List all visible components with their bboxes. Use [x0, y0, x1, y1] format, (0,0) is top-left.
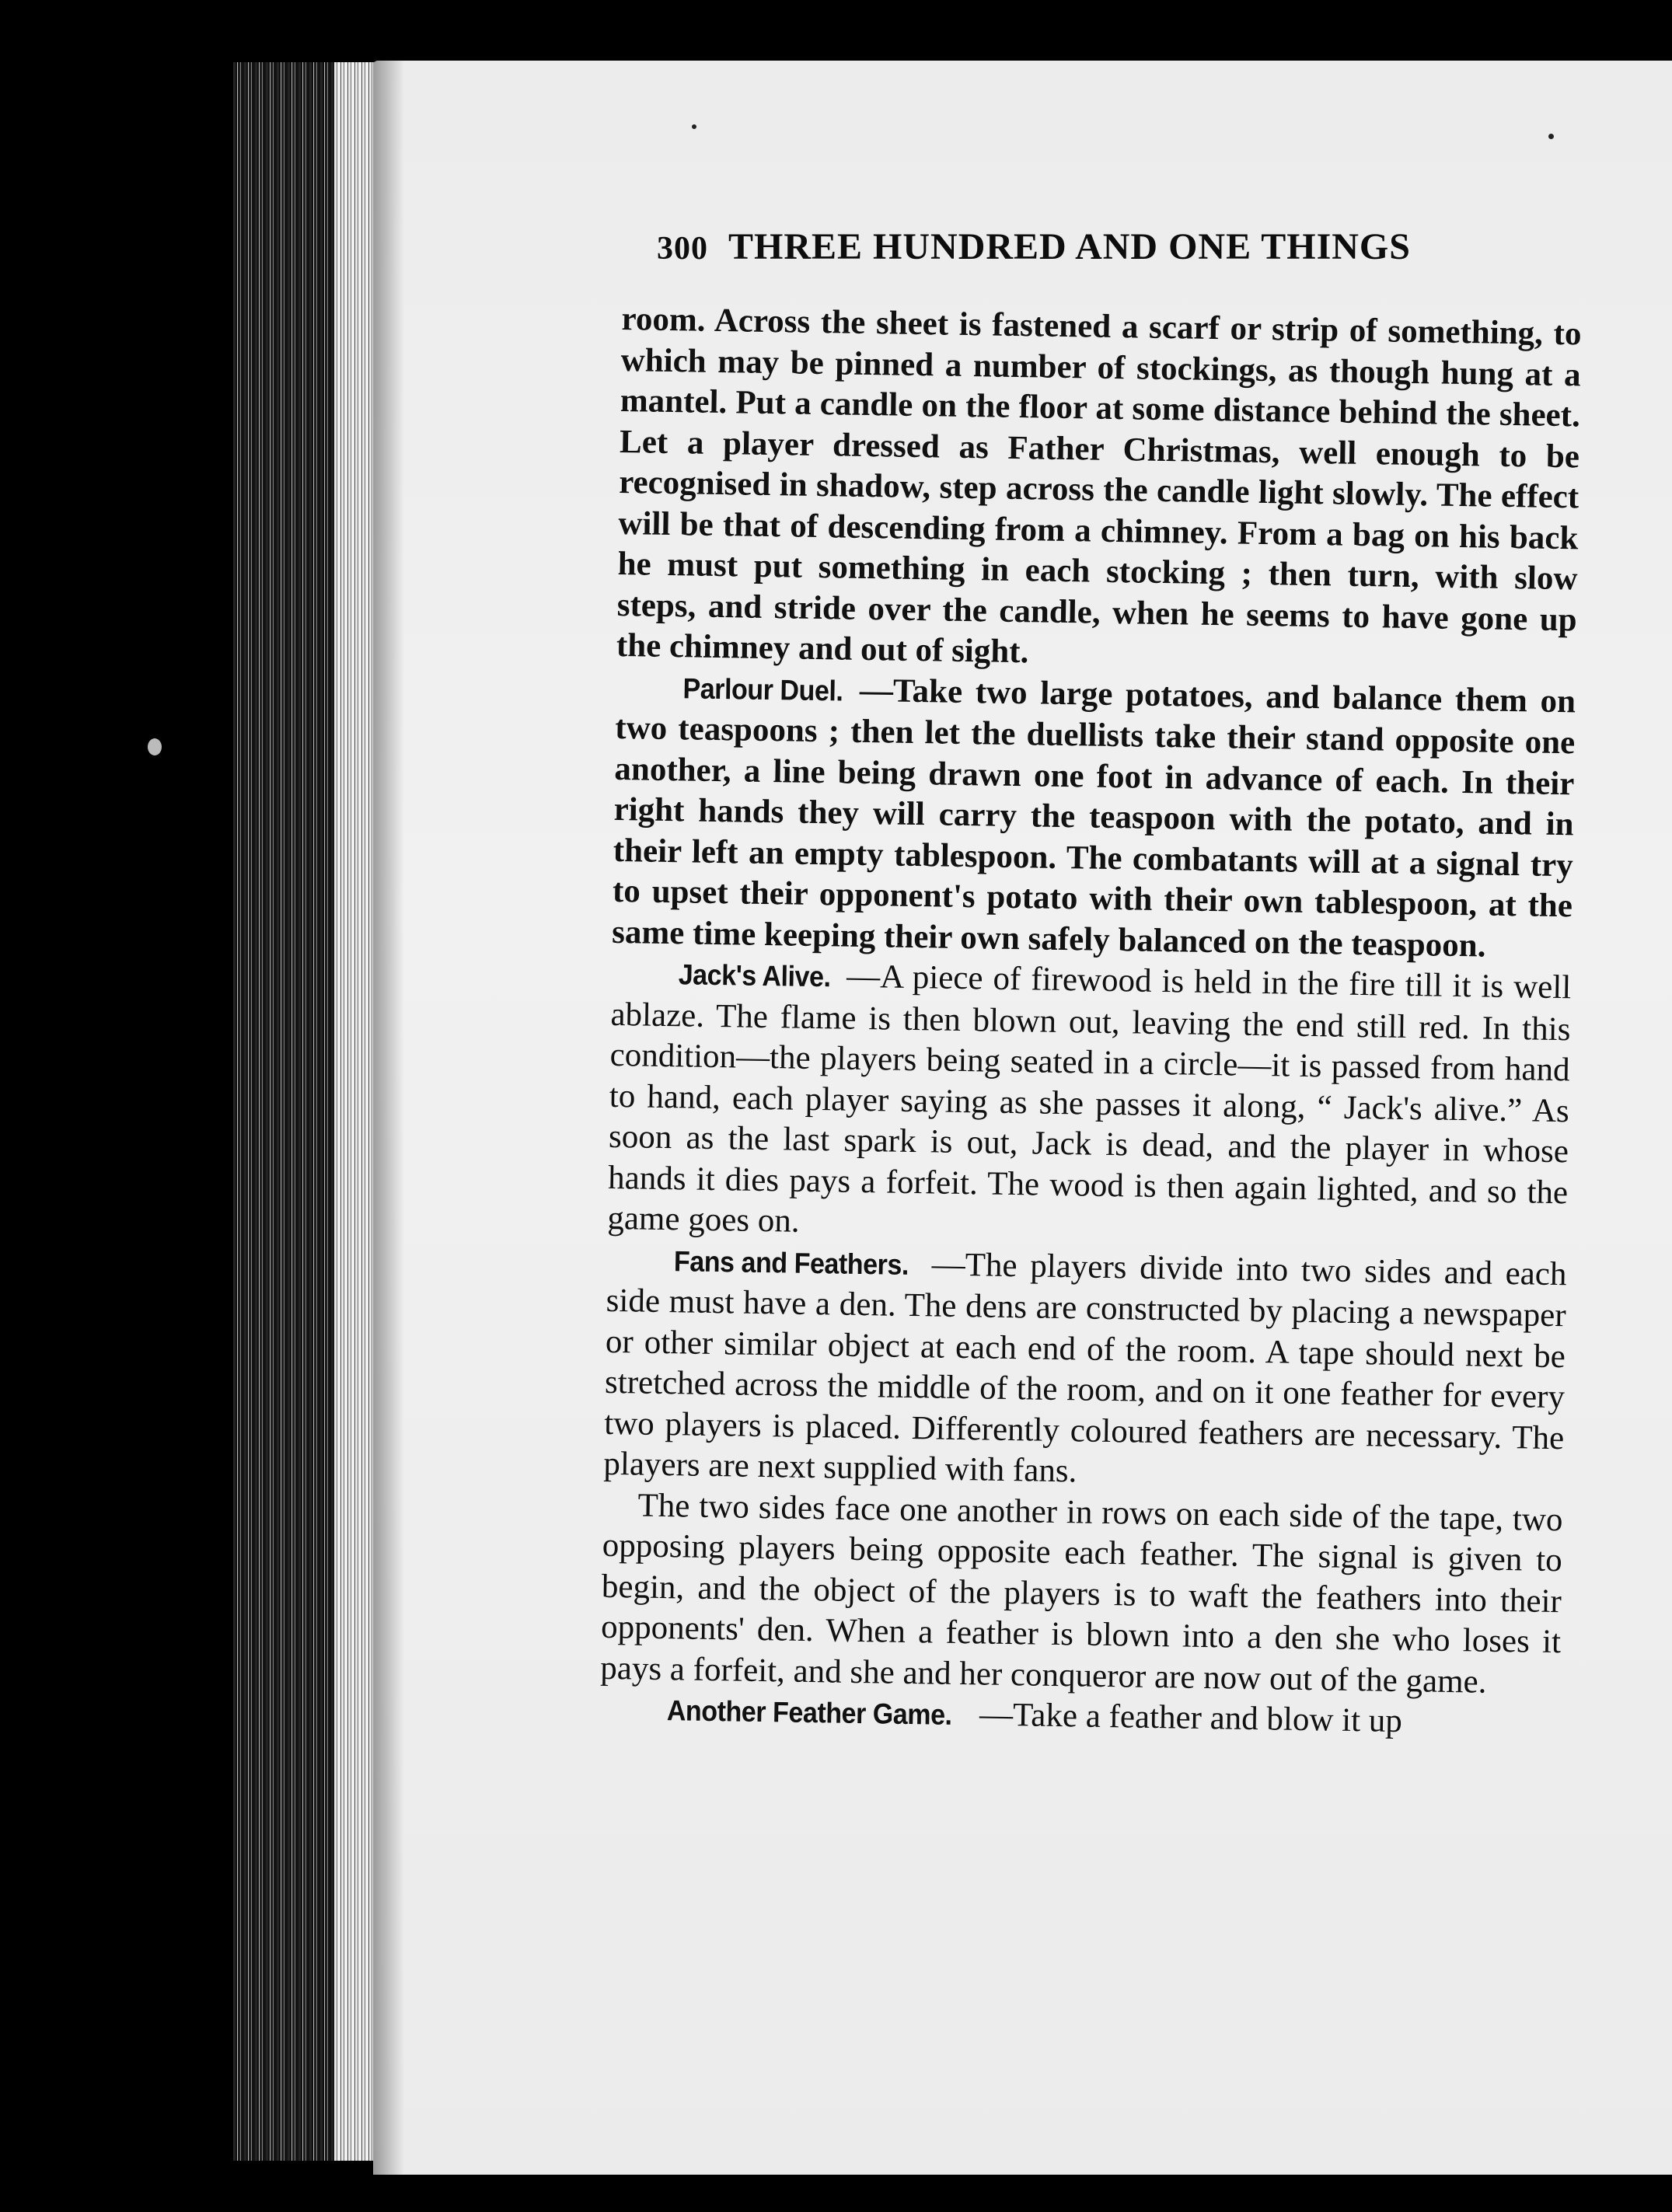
- dust-speck: [1548, 134, 1554, 139]
- page-number: 300: [657, 231, 708, 267]
- paragraph-heading: Fans and Feathers.: [673, 1244, 909, 1281]
- paragraph-text: —The players divide into two sides and each side must have a den. The dens are constructed by placing a newspaper or other similar object at each end of the room. A tape should next be stretched across the middle of the room, and on it one feather for every two players is placed. Differently coloured feathers are necessary. The players are next supplied with fans.: [603, 1245, 1567, 1490]
- paragraph-text: —Take two large potatoes, and balance them on two teaspoons ; then let the duellists take their stand opposite one another, a line being drawn one foot in advance of each. In their right hands they will carry the teaspoon with the potato, and in their left an empty tablespoon. The combatants will at a signal try to upset their opponent's potato with their own tablespoon, at the same time keeping their own safely balanced on the teaspoon.: [611, 672, 1576, 965]
- paragraph-text: —A piece of firewood is held in the fire till it is well ablaze. The flame is then blown out, leaving the end still red. In this condition—the players being seated in a circle—it is passed from hand to hand, each player saying as she passes it along, “ Jack's alive.” As soon as the last spark is out, Jack is dead, and the player in whose hands it dies pays a forfeit. The wood is then again lighted, and so the game goes on.: [607, 958, 1572, 1240]
- paragraph-text: room. Across the sheet is fastened a scarf or strip of something, to which may be pinned a number of stockings, as though hung at a mantel. Put a candle on the floor at some distance behind the sheet. Let a player dressed as Father Christmas, well enough to be recognised in shadow, step across the candle light slowly. The effect will be that of descending from a chimney. From a bag on his back he must put something in each stocking ; then turn, with slow steps, and stride over the candle, when he seems to have gone up the chimney and out of sight.: [616, 300, 1582, 671]
- paragraph: [616, 299, 1582, 682]
- book-edge-highlight: [334, 62, 377, 2161]
- paragraph-heading: Parlour Duel.: [682, 672, 843, 707]
- paragraph: [612, 666, 1576, 968]
- paragraph: [607, 953, 1572, 1254]
- paragraph-text: —Take a feather and blow it up: [979, 1696, 1403, 1739]
- paragraph-heading: Jack's Alive.: [678, 958, 831, 993]
- paragraph-heading: Another Feather Game.: [666, 1694, 952, 1731]
- paragraph-text: The two sides face one another in rows on each side of the tape, two opposing players being opposite each feather. The signal is given to begin, and the object of the players is to waft the feathers into their opponents' den. When a feather is blown into a den she who loses it pays a forfeit, and she and her conqueror are now out of the game.: [599, 1487, 1563, 1701]
- running-header: [657, 225, 1512, 268]
- dust-speck: [692, 124, 696, 129]
- paragraph: [600, 1485, 1563, 1704]
- paragraph: [603, 1239, 1567, 1499]
- body-text: [599, 299, 1582, 1746]
- page-shadow: [373, 61, 404, 2175]
- dust-speck: [148, 738, 162, 755]
- running-title: THREE HUNDRED AND ONE THINGS: [728, 226, 1411, 267]
